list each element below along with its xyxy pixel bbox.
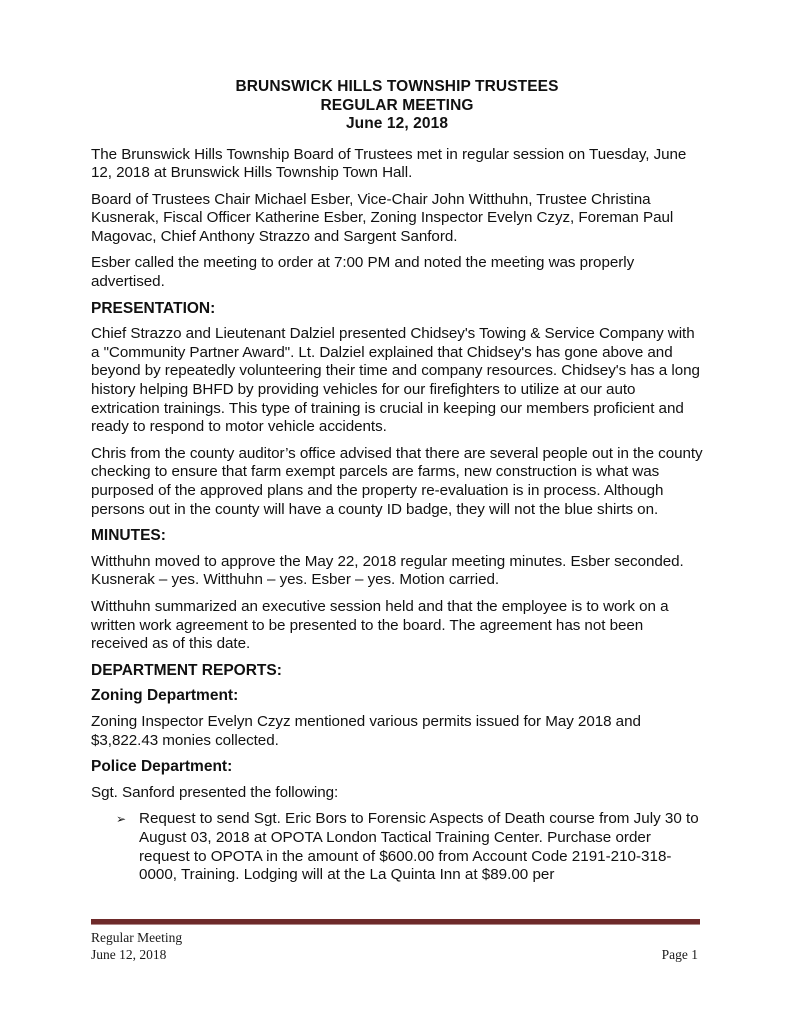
- footer-title: Regular Meeting: [91, 930, 183, 945]
- zoning-department-paragraph: Zoning Inspector Evelyn Czyz mentioned various permits issued for May 2018 and $3,822.43 monies collected.: [91, 712, 641, 749]
- presentation-heading: PRESENTATION:: [91, 299, 216, 317]
- presentation-paragraph-auditor: Chris from the county auditor’s office advised that there are several people out in the county checking to ensure that farm exempt parcels are farms, new construction is what was purposed of the approved plans and the property re-evaluation is in process. Although persons out in the county will have a county ID badge, they will not the blue shirts on.: [91, 444, 703, 518]
- intro-paragraph-session: The Brunswick Hills Township Board of Trustees met in regular session on Tuesday, June 12, 2018 at Brunswick Hills Township Town Hall.: [91, 145, 687, 182]
- arrow-bullet-icon: ➢: [116, 812, 127, 827]
- footer-divider: [91, 919, 700, 925]
- intro-paragraph-call-to-order: Esber called the meeting to order at 7:00 PM and noted the meeting was properly advertised.: [91, 254, 635, 291]
- document-body: [91, 78, 703, 885]
- intro-paragraph-attendees: Board of Trustees Chair Michael Esber, Vice-Chair John Witthuhn, Trustee Christina Kusnerak, Fiscal Officer Katherine Esber, Zoning Inspector Evelyn Czyz, Foreman Paul Magovac, Chief Anthony Strazzo and Sargent Sanford.: [91, 190, 674, 245]
- footer-date: June 12, 2018: [91, 946, 167, 962]
- zoning-department-heading: Zoning Department:: [91, 687, 239, 705]
- document-title: [91, 78, 703, 134]
- police-request-list: [91, 810, 703, 884]
- list-item-text: Request to send Sgt. Eric Bors to Forensic Aspects of Death course from July 30 to August 03, 2018 at OPOTA London Tactical Training Center. Purchase order request to OPOTA in the amount of $600.00 from Account Code 2191-210-318-0000, Training. Lodging will at the La Quinta Inn at $89.00 per: [139, 810, 699, 884]
- page-footer: [91, 930, 700, 963]
- police-department-intro: Sgt. Sanford presented the following:: [91, 783, 339, 801]
- minutes-heading: MINUTES:: [91, 527, 166, 545]
- department-reports-heading: DEPARTMENT REPORTS:: [91, 661, 282, 679]
- presentation-paragraph-award: Chief Strazzo and Lieutenant Dalziel presented Chidsey's Towing & Service Company with a "Community Partner Award". Lt. Dalziel explained that Chidsey's has gone above and beyond by repeatedly volunteering their time and company resources. Chidsey's has a long history helping BHFD by providing vehicles for our firefighters to utilize at our auto extrication trainings. This type of training is crucial in keeping our members proficient and ready to respond to motor vehicle accidents.: [91, 325, 700, 436]
- title-meeting-type: REGULAR MEETING: [320, 96, 474, 114]
- page-number: Page 1: [661, 946, 698, 962]
- minutes-paragraph-approval: Witthuhn moved to approve the May 22, 2018 regular meeting minutes. Esber seconded. Kusnerak – yes. Witthuhn – yes. Esber – yes. Motion carried.: [91, 552, 684, 589]
- title-organization: BRUNSWICK HILLS TOWNSHIP TRUSTEES: [235, 78, 559, 95]
- list-item: [116, 810, 703, 884]
- minutes-paragraph-executive-session: Witthuhn summarized an executive session held and that the employee is to work on a written work agreement to be presented to the board. The agreement has not been received as of this date.: [91, 597, 669, 653]
- police-department-heading: Police Department:: [91, 758, 233, 776]
- title-date: June 12, 2018: [345, 115, 449, 132]
